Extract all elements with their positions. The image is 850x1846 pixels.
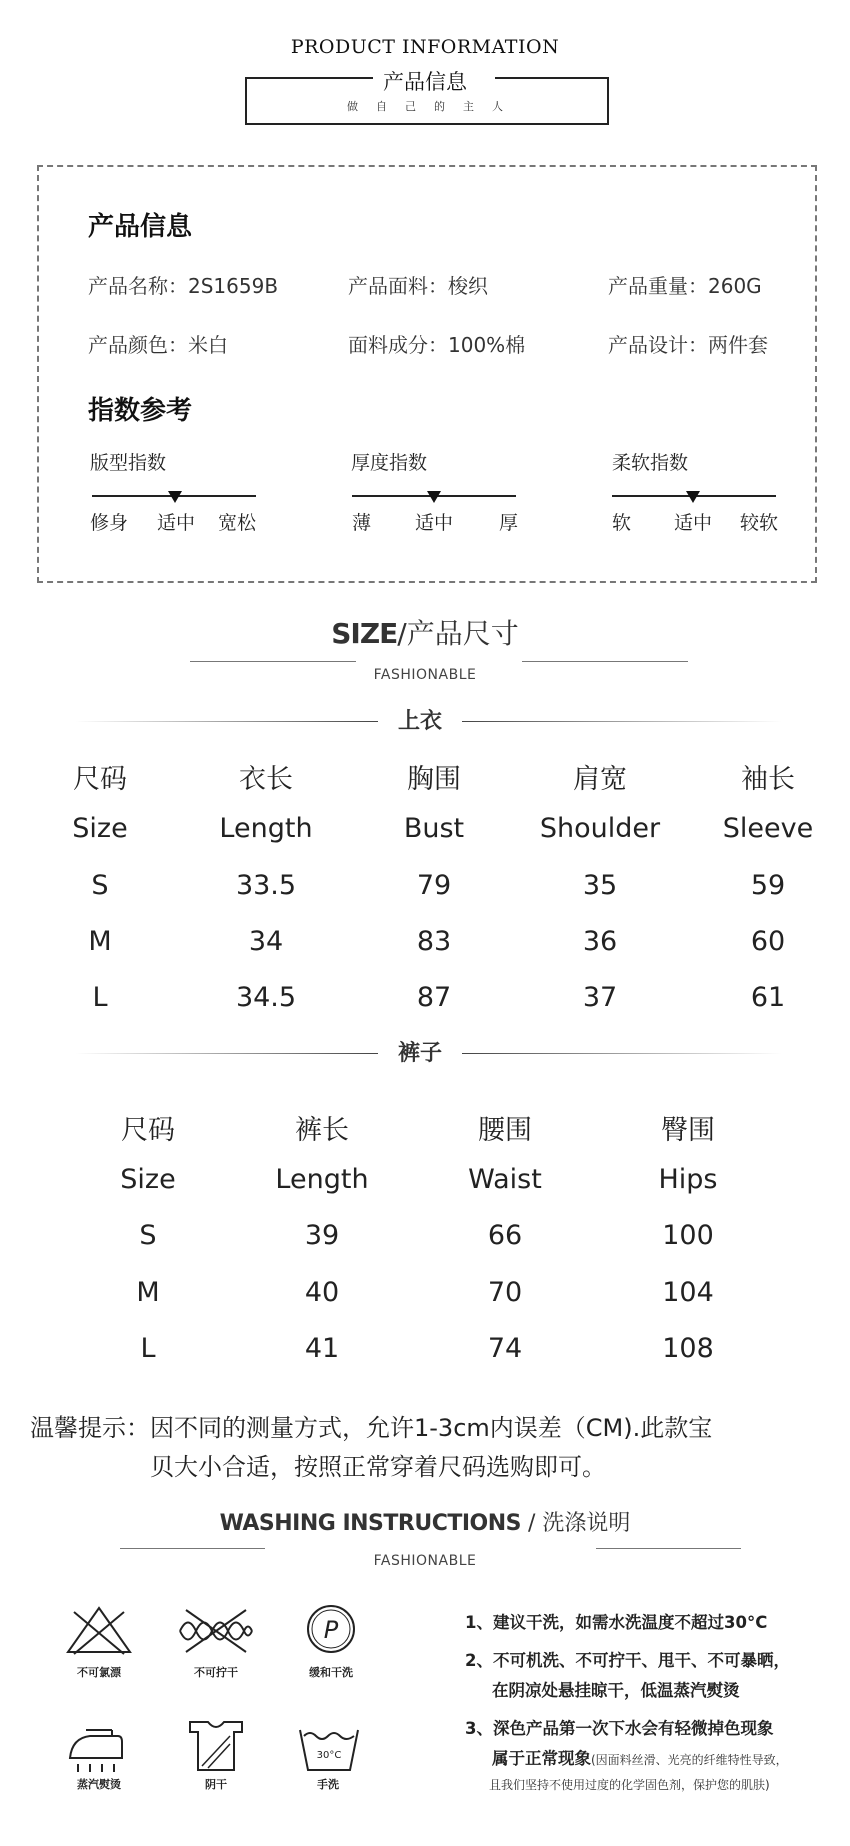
table-cell: 60 <box>750 926 786 957</box>
table-cell: 108 <box>662 1333 714 1364</box>
icon-caption: 缓和干洗 <box>309 1666 353 1679</box>
size-title-line-left <box>190 661 356 662</box>
scale-fit-title: 版型指数 <box>90 452 167 474</box>
table-cell: L <box>92 982 108 1013</box>
table-cell: 41 <box>304 1333 340 1364</box>
top-table-label: 上衣 <box>397 709 442 734</box>
svg-text:P: P <box>323 1616 339 1644</box>
washing-note-1: 1、建议干洗，如需水洗温度不超过30°C <box>465 1613 768 1632</box>
table-header-zh: 尺码 <box>73 764 127 795</box>
scale-softness-tick: 适中 <box>674 512 713 534</box>
table-cell: 36 <box>582 926 618 957</box>
scale-softness-tick: 较软 <box>740 512 779 534</box>
scale-softness-marker-icon <box>686 491 700 503</box>
scale-fit-tick: 修身 <box>90 512 129 534</box>
table-cell: 61 <box>750 982 786 1013</box>
header-title-zh: 产品信息 <box>383 70 467 94</box>
table-header-zh: 胸围 <box>407 764 461 795</box>
size-subtitle: FASHIONABLE <box>373 667 477 683</box>
table-cell: L <box>140 1333 156 1364</box>
table-cell: 39 <box>304 1220 340 1251</box>
svg-text:30°C: 30°C <box>316 1750 342 1761</box>
icon-caption: 不可氯漂 <box>77 1666 121 1679</box>
washing-note-2: 2、不可机洗、不可拧干、甩干、不可暴晒， <box>465 1651 790 1670</box>
table-cell: 74 <box>487 1333 523 1364</box>
table-header-zh: 肩宽 <box>573 764 627 795</box>
table-cell: 83 <box>416 926 452 957</box>
table-cell: 34 <box>248 926 284 957</box>
table-cell: 35 <box>582 870 618 901</box>
info-item-design: 产品设计：两件套 <box>608 333 768 357</box>
steam-iron-icon <box>66 1722 130 1778</box>
table-cell: 87 <box>416 982 452 1013</box>
info-section-title: 产品信息 <box>88 212 193 242</box>
washing-title-line-left <box>120 1548 265 1549</box>
index-section-title: 指数参考 <box>88 396 193 426</box>
size-tip-line1: 温馨提示：因不同的测量方式，允许1-3cm内误差（CM).此款宝 <box>30 1414 713 1442</box>
top-label-line-right <box>462 721 782 722</box>
table-header-en: Length <box>219 813 313 844</box>
table-cell: S <box>139 1220 157 1251</box>
table-cell: 59 <box>750 870 786 901</box>
table-cell: 104 <box>662 1277 714 1308</box>
table-header-en: Hips <box>658 1164 718 1195</box>
size-title-line-right <box>522 661 688 662</box>
pants-table-label: 裤子 <box>397 1041 442 1066</box>
icon-caption: 不可拧干 <box>194 1666 238 1679</box>
washing-title-line-right <box>596 1548 741 1549</box>
icon-caption: 手洗 <box>317 1778 339 1791</box>
table-cell: M <box>88 926 112 957</box>
washing-note-3b: 属于正常现象(因面料丝滑、光亮的纤维特性导致， <box>492 1749 788 1768</box>
pants-label-line-right <box>462 1053 782 1054</box>
washing-section-title: WASHING INSTRUCTIONS / 洗涤说明 <box>219 1511 631 1536</box>
scale-fit-tick: 宽松 <box>218 512 257 534</box>
washing-note-3c: 且我们坚持不使用过度的化学固色剂，保护您的肌肤) <box>489 1778 770 1792</box>
hand-wash-icon <box>296 1720 362 1778</box>
top-label-line-left <box>75 721 378 722</box>
washing-note-2b: 在阴凉处悬挂晾干，低温蒸汽熨烫 <box>492 1681 740 1700</box>
info-item-name: 产品名称：2S1659B <box>88 274 279 298</box>
scale-thickness-tick: 适中 <box>415 512 454 534</box>
scale-thickness-title: 厚度指数 <box>351 452 428 474</box>
table-cell: 100 <box>662 1220 714 1251</box>
table-cell: 66 <box>487 1220 523 1251</box>
scale-softness-tick: 软 <box>612 512 632 534</box>
info-item-composition: 面料成分：100%棉 <box>348 333 526 357</box>
washing-subtitle: FASHIONABLE <box>373 1553 477 1569</box>
info-item-color: 产品颜色：米白 <box>88 333 228 357</box>
table-header-zh: 尺码 <box>121 1115 175 1146</box>
table-cell: S <box>91 870 109 901</box>
header-title-en: PRODUCT INFORMATION <box>290 36 560 58</box>
icon-caption: 阴干 <box>205 1778 227 1791</box>
header-subtitle: 做自己的主人 <box>347 100 521 113</box>
table-cell: 70 <box>487 1277 523 1308</box>
size-tip-line2: 贝大小合适，按照正常穿着尺码选购即可。 <box>150 1453 606 1481</box>
size-section-title: SIZE/产品尺寸 <box>331 617 519 650</box>
scale-thickness-tick: 薄 <box>352 512 372 534</box>
table-header-en: Shoulder <box>539 813 661 844</box>
gentle-dry-clean-icon <box>304 1602 358 1660</box>
no-wring-icon <box>176 1606 256 1660</box>
table-header-zh: 臀围 <box>661 1115 715 1146</box>
table-header-en: Size <box>120 1164 176 1195</box>
table-header-en: Length <box>275 1164 369 1195</box>
table-cell: 34.5 <box>235 982 297 1013</box>
scale-thickness-tick: 厚 <box>499 512 519 534</box>
scale-thickness-marker-icon <box>427 491 441 503</box>
table-cell: 37 <box>582 982 618 1013</box>
table-header-zh: 裤长 <box>295 1115 349 1146</box>
table-cell: 79 <box>416 870 452 901</box>
info-item-weight: 产品重量：260G <box>608 274 762 298</box>
table-cell: 40 <box>304 1277 340 1308</box>
pants-label-line-left <box>75 1053 378 1054</box>
icon-caption: 蒸汽熨烫 <box>77 1778 121 1791</box>
table-cell: 33.5 <box>235 870 297 901</box>
scale-fit-marker-icon <box>168 491 182 503</box>
table-cell: M <box>136 1277 160 1308</box>
washing-note-3: 3、深色产品第一次下水会有轻微掉色现象 <box>465 1719 774 1738</box>
no-bleach-icon <box>64 1604 134 1662</box>
table-header-zh: 腰围 <box>478 1115 532 1146</box>
info-item-fabric: 产品面料：梭织 <box>348 274 488 298</box>
scale-softness-title: 柔软指数 <box>612 452 689 474</box>
table-header-zh: 衣长 <box>239 764 293 795</box>
table-header-zh: 袖长 <box>741 764 795 795</box>
shade-dry-icon <box>186 1718 246 1778</box>
table-header-en: Size <box>72 813 128 844</box>
scale-fit-tick: 适中 <box>157 512 196 534</box>
table-header-en: Sleeve <box>722 813 814 844</box>
table-header-en: Waist <box>468 1164 542 1195</box>
table-header-en: Bust <box>403 813 465 844</box>
